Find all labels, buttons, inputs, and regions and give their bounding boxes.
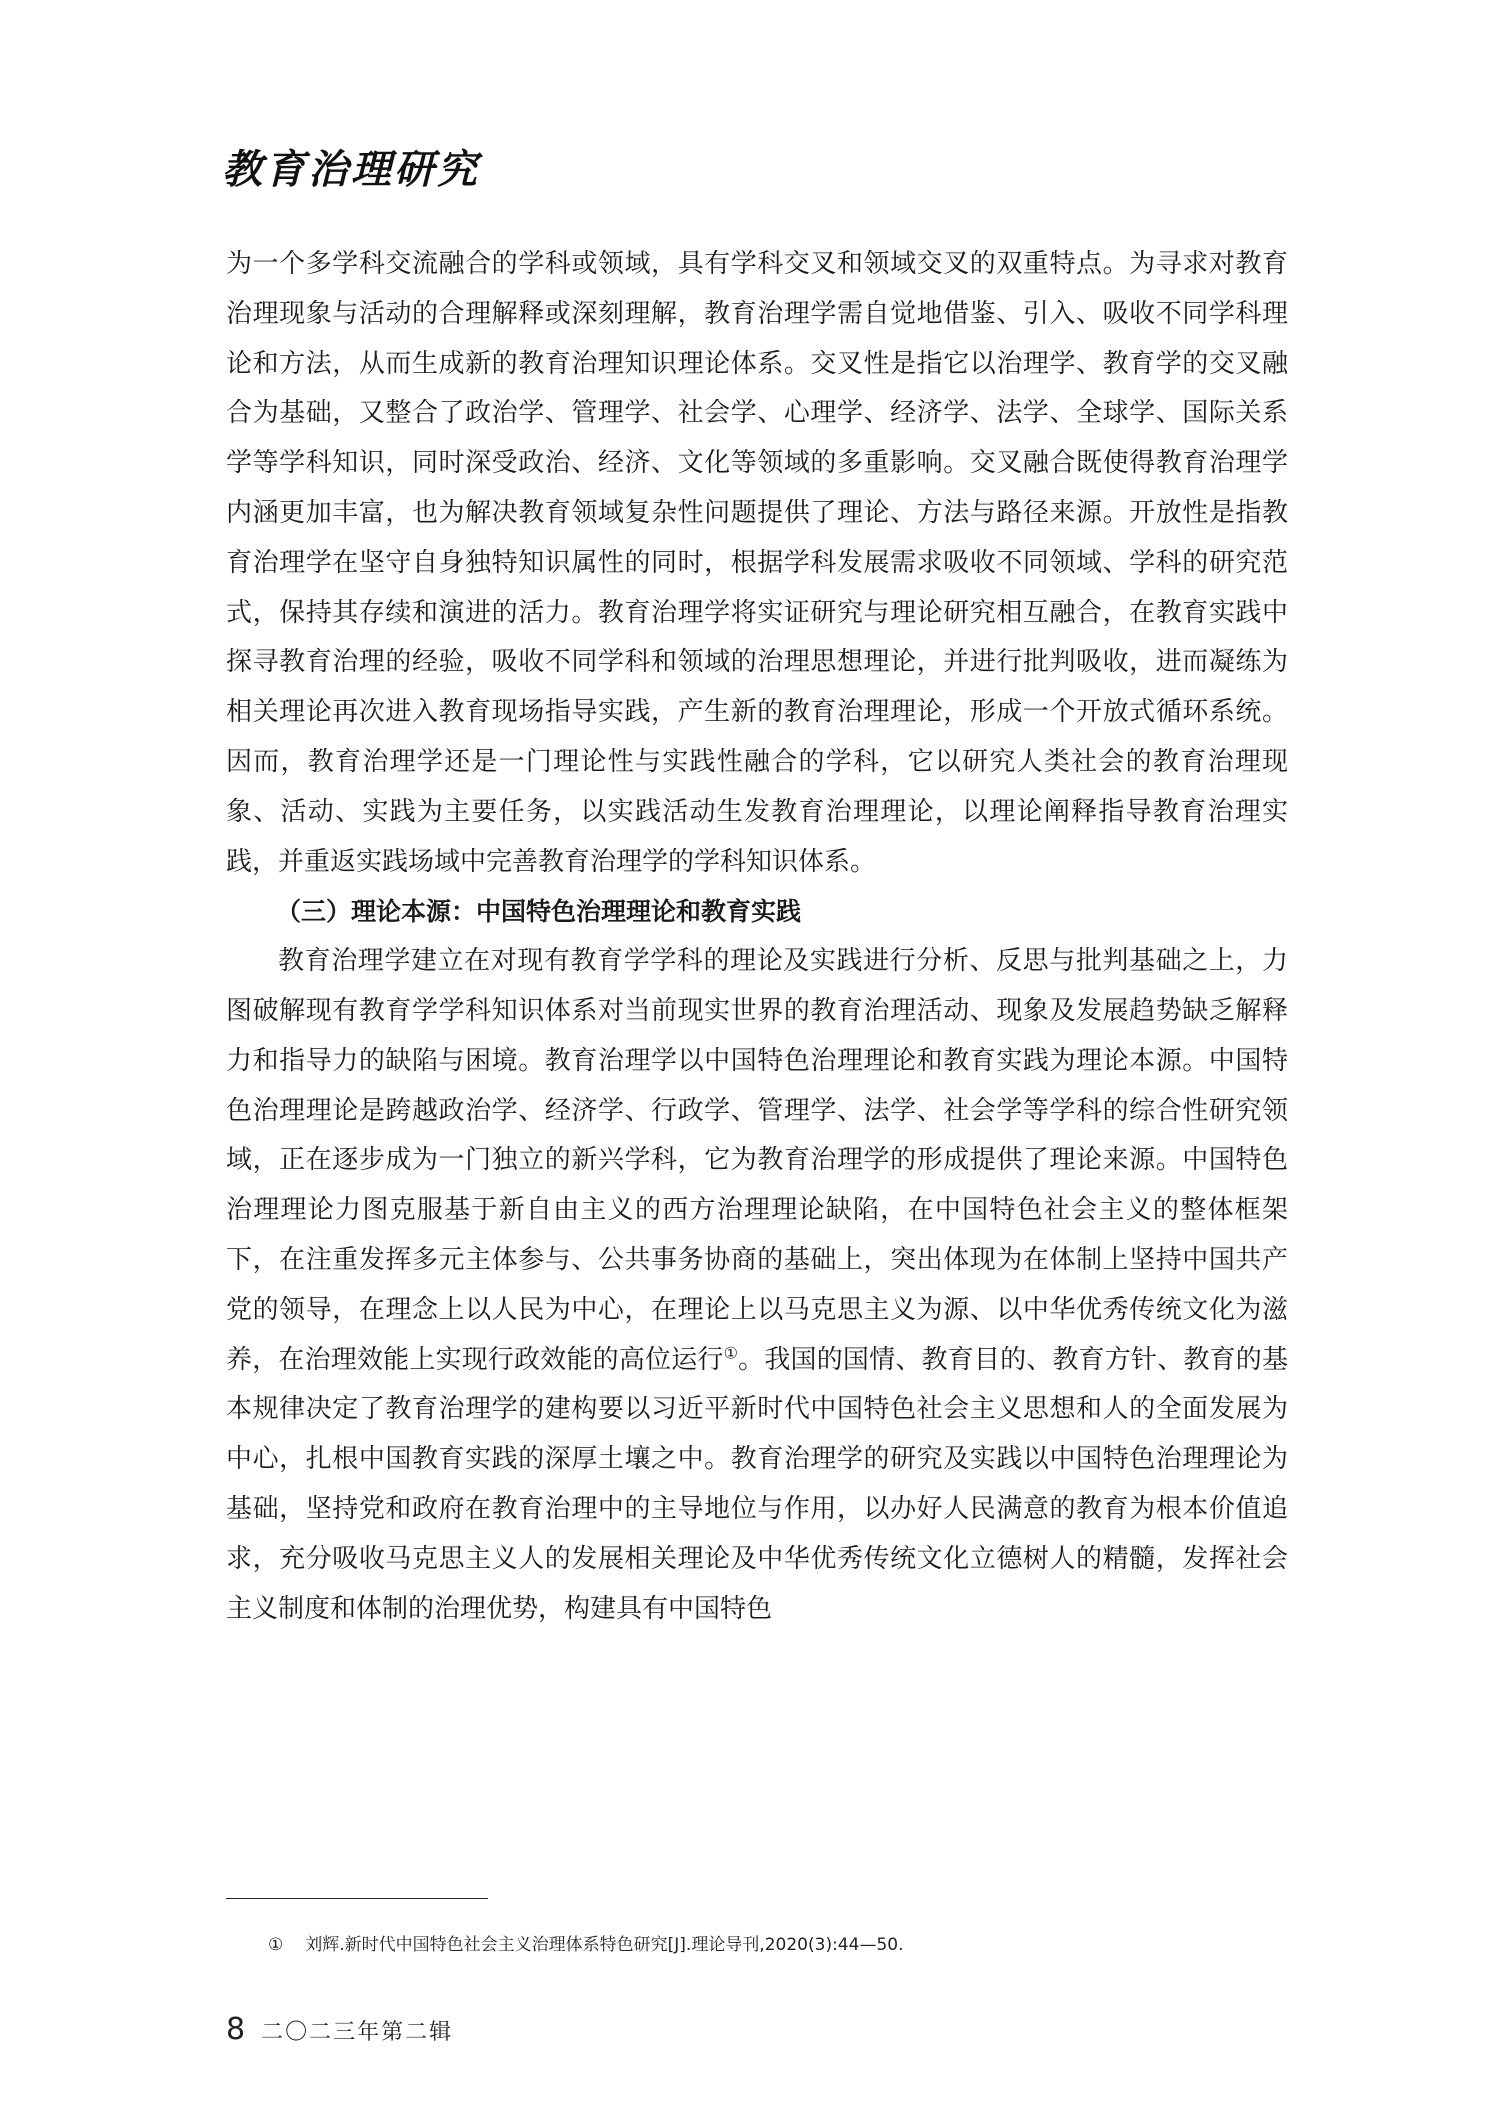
running-title: 教育治理研究 [222,146,480,193]
footnote-divider [226,1898,488,1899]
page-footer [226,2012,453,2047]
footnote-reference[interactable]: ① [723,1342,739,1362]
page-number: 8 [226,2012,246,2047]
section-heading: （三）理论本源：中国特色治理理论和教育实践 [276,897,802,927]
footnote-mark: ① [268,1935,284,1955]
article-body [226,240,1288,1634]
paragraph-text: 。我国的国情、教育目的、教育方针、教育的基本规律决定了教育治理学的建构要以习近平新时代中国特色社会主义思想和人的全面发展为中心，扎根中国教育实践的深厚土壤之中。教育治理学的研究及实践以中国特色治理理论为基础，坚持党和政府在教育治理中的主导地位与作用，以办好人民满意的教育为根本价值追求，充分吸收马克思主义人的发展相关理论及中华优秀传统文化立德树人的精髓，发挥社会主义制度和体制的治理优势，构建具有中国特色 [226,1344,1288,1624]
body-paragraph [226,937,1288,1634]
paragraph-text: 教育治理学建立在对现有教育学学科的理论及实践进行分析、反思与批判基础之上，力图破解现有教育学学科知识体系对当前现实世界的教育治理活动、现象及发展趋势缺乏解释力和指导力的缺陷与困境。教育治理学以中国特色治理理论和教育实践为理论本源。中国特色治理理论是跨越政治学、经济学、行政学、管理学、法学、社会学等学科的综合性研究领域，正在逐步成为一门独立的新兴学科，它为教育治理学的形成提供了理论来源。中国特色治理理论力图克服基于新自由主义的西方治理理论缺陷，在中国特色社会主义的整体框架下，在注重发挥多元主体参与、公共事务协商的基础上，突出体现为在体制上坚持中国共产党的领导，在理念上以人民为中心，在理论上以马克思主义为源、以中华优秀传统文化为滋养，在治理效能上实现行政效能的高位运行 [226,946,1288,1375]
footnote [268,1930,1268,1955]
body-paragraph: 为一个多学科交流融合的学科或领域，具有学科交叉和领域交叉的双重特点。为寻求对教育治理现象与活动的合理解释或深刻理解，教育治理学需自觉地借鉴、引入、吸收不同学科理论和方法，从而生成新的教育治理知识理论体系。交叉性是指它以治理学、教育学的交叉融合为基础，又整合了政治学、管理学、社会学、心理学、经济学、法学、全球学、国际关系学等学科知识，同时深受政治、经济、文化等领域的多重影响。交叉融合既使得教育治理学内涵更加丰富，也为解决教育领域复杂性问题提供了理论、方法与路径来源。开放性是指教育治理学在坚守自身独特知识属性的同时，根据学科发展需求吸收不同领域、学科的研究范式，保持其存续和演进的活力。教育治理学将实证研究与理论研究相互融合，在教育实践中探寻教育治理的经验，吸收不同学科和领域的治理思想理论，并进行批判吸收，进而凝练为相关理论再次进入教育现场指导实践，产生新的教育治理理论，形成一个开放式循环系统。因而，教育治理学还是一门理论性与实践性融合的学科，它以研究人类社会的教育治理现象、活动、实践为主要任务，以实践活动生发教育治理理论，以理论阐释指导教育治理实践，并重返实践场域中完善教育治理学的学科知识体系。 [226,249,1288,877]
issue-label: 二〇二三年第二辑 [261,2020,454,2045]
footnote-text: 刘辉.新时代中国特色社会主义治理体系特色研究[J].理论导刊,2020(3):44—50. [305,1935,904,1955]
